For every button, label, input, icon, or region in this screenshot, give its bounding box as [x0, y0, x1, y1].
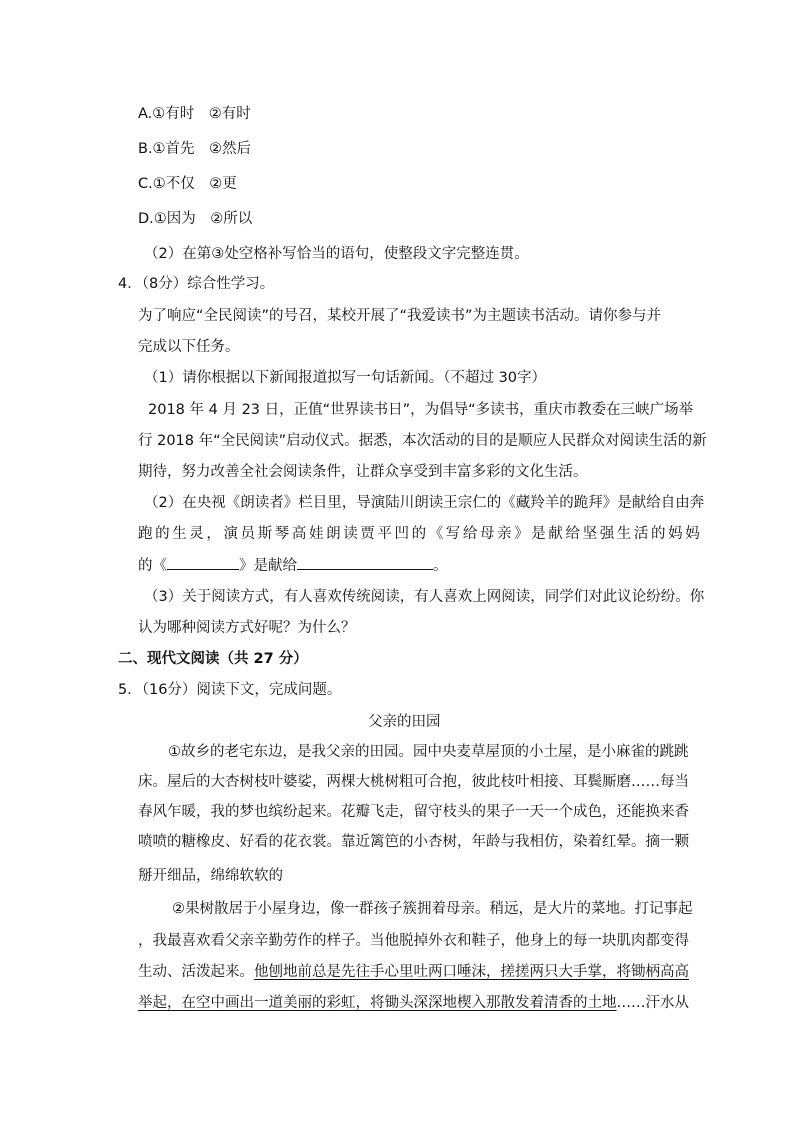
para1-line-2: 床。屋后的大杏树枝叶婆娑，两棵大桃树粗可合抱，彼此枝叶相接、耳鬓厮磨……每当 — [138, 774, 689, 790]
q4-part2-line-2: 跑的生灵，演员斯琴高娃朗读贾平凹的《写给母亲》是献给坚强生活的妈妈 — [138, 526, 703, 542]
q4-part2-line3-prefix: 的《 — [138, 558, 167, 574]
q4-news-line-2: 行 2018 年“全民阅读”启动仪式。据悉，本次活动的目的是顺应人民群众对阅读生活的新 — [138, 433, 707, 449]
q4-part2-line3-middle: 》是献给 — [239, 558, 297, 574]
q4-intro-line-2: 完成以下任务。 — [138, 339, 240, 355]
underlined-sentence-part-1: 他刨地前总是先往手心里吐两口唾沫，搓搓两只大手掌，将锄柄高高 — [254, 964, 689, 980]
section-heading: 二、现代文阅读（共 27 分） — [118, 651, 308, 667]
underlined-sentence-part-2: 举起，在空中画出一道美丽的彩虹，将锄头深深地楔入那散发着清香的土地 — [138, 995, 617, 1011]
option-c: C.①不仅 ②更 — [138, 176, 237, 192]
q4-part1-prompt: （1）请你根据以下新闻报道拟写一句话新闻。（不超过 30字） — [144, 370, 547, 386]
q3-part2: （2）在第③处空格补写恰当的语句，使整段文字完整连贯。 — [144, 246, 529, 262]
option-a: A.①有时 ②有时 — [138, 106, 251, 122]
para2-line-1: ②果树散居于小屋身边，像一群孩子簇拥着母亲。稍远，是大片的菜地。打记事起 — [172, 901, 693, 917]
q5-heading: 5．（16分）阅读下文，完成问题。 — [118, 682, 342, 698]
passage-title: 父亲的田园 — [368, 714, 441, 730]
q4-heading: 4．（8分）综合性学习。 — [118, 276, 275, 292]
para2-line3-plain: 生动、活泼起来。 — [138, 964, 254, 980]
q4-part2-line-3 — [138, 555, 448, 576]
para1-line-3: 春风乍暖，我的梦也缤纷起来。花瓣飞走，留守枝头的果子一天一个成色，还能换来香 — [138, 804, 689, 820]
q4-news-line-1: 2018 年 4 月 23 日，正值“世界读书日”，为倡导“多读书，重庆市教委在三峡广场举 — [148, 402, 694, 418]
para1-line-4: 喷喷的糖橡皮、好看的花衣裳。靠近篱笆的小杏树，年龄与我相仿，染着红晕。摘一颗 — [138, 834, 689, 850]
para2-line4-plain: ……汗水从 — [616, 995, 689, 1011]
option-b: B.①首先 ②然后 — [138, 141, 252, 157]
q4-part2-line3-suffix: 。 — [433, 558, 448, 574]
answer-blank-title[interactable] — [167, 555, 239, 570]
q4-news-line-3: 期待，努力改善全社会阅读条件，让群众享受到丰富多彩的文化生活。 — [138, 464, 588, 480]
para2-line-2: ，我最喜欢看父亲辛勤劳作的样子。当他脱掉外衣和鞋子，他身上的每一块肌肉都变得 — [138, 933, 689, 949]
para2-line-4 — [138, 993, 689, 1013]
para1-line-1: ①故乡的老宅东边，是我父亲的田园。园中央麦草屋顶的小土屋，是小麻雀的跳跳 — [168, 744, 689, 760]
q4-intro-line-1: 为了响应“全民阅读”的号召，某校开展了“我爱读书”为主题读书活动。请你参与并 — [138, 308, 662, 324]
option-d: D.①因为 ②所以 — [138, 211, 253, 227]
answer-blank-person[interactable] — [297, 555, 433, 570]
para1-line-5: 掰开细品，绵绵软软的 — [138, 868, 283, 884]
q4-part3-line-2: 认为哪种阅读方式好呢？为什么？ — [138, 620, 356, 636]
q4-part2-line-1: （2）在央视《朗读者》栏目里，导演陆川朗读王宗仁的《藏羚羊的跪拜》是献给自由奔 — [144, 495, 705, 511]
q4-part3-line-1: （3）关于阅读方式，有人喜欢传统阅读，有人喜欢上网阅读，同学们对此议论纷纷。你 — [144, 589, 705, 605]
para2-line-3 — [138, 962, 689, 982]
